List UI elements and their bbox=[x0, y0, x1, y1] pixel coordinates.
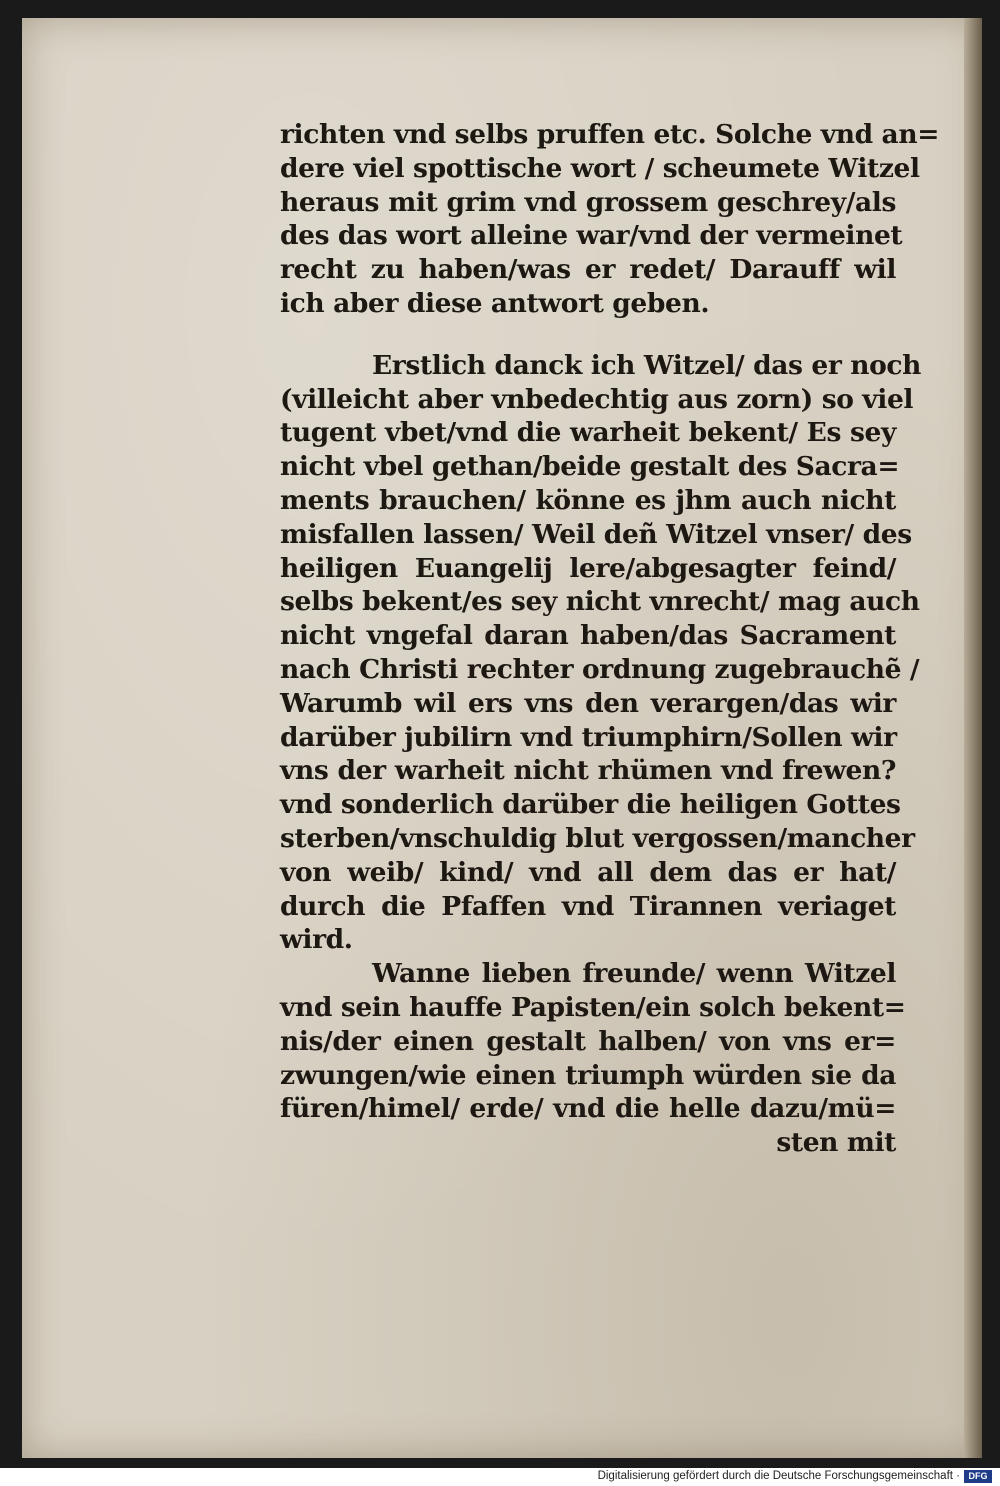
text-line: vns der warheit nicht rhümen vnd frewen? bbox=[280, 755, 896, 787]
text-line: durch die Pfaffen vnd Tirannen veriaget bbox=[280, 890, 896, 922]
text-line: richten vnd selbs pruffen etc. Solche vnd an= bbox=[280, 119, 939, 150]
text-line: misfallen lassen/ Weil deñ Witzel vnser/ des bbox=[280, 518, 912, 550]
dfg-logo-icon: DFG bbox=[964, 1470, 992, 1483]
text-line: Erstlich danck ich Witzel/ das er noch bbox=[372, 349, 921, 381]
text-line: ments brauchen/ könne es jhm auch nicht bbox=[280, 484, 896, 516]
text-line: von weib/ kind/ vnd all dem das er hat/ bbox=[280, 856, 896, 888]
text-line: tugent vbet/vnd die warheit bekent/ Es sey bbox=[280, 417, 896, 449]
text-line: selbs bekent/es sey nicht vnrecht/ mag auch bbox=[280, 586, 920, 618]
text-line: sterben/vnschuldig blut vergossen/mancher bbox=[280, 822, 915, 854]
text-line: Warumb wil ers vns den verargen/das wir bbox=[280, 687, 896, 719]
book-page bbox=[22, 18, 982, 1458]
body-text bbox=[280, 118, 939, 1160]
text-line: wird. bbox=[280, 924, 353, 956]
text-line: heiligen Euangelij lere/abgesagter feind/ bbox=[280, 552, 896, 584]
text-line: zwungen/wie einen triumph würden sie da bbox=[280, 1059, 896, 1091]
text-line: vnd sein hauffe Papisten/ein solch bekent= bbox=[280, 991, 906, 1023]
text-line: nicht vngefal daran haben/das Sacrament bbox=[280, 620, 896, 652]
text-line: heraus mit grim vnd grossem geschrey/als bbox=[280, 186, 896, 218]
text-line: füren/himel/ erde/ vnd die helle dazu/mü= bbox=[280, 1093, 896, 1125]
text-line: nis/der einen gestalt halben/ von vns er= bbox=[280, 1025, 896, 1057]
catchword: sten mit bbox=[776, 1127, 896, 1159]
text-line: recht zu haben/was er redet/ Darauff wil bbox=[280, 254, 896, 286]
text-line: (villeicht aber vnbedechtig aus zorn) so viel bbox=[280, 383, 914, 415]
text-line: darüber jubilirn vnd triumphirn/Sollen wir bbox=[280, 721, 897, 753]
footer-bar bbox=[0, 1468, 1000, 1486]
text-line: nicht vbel gethan/beide gestalt des Sacra= bbox=[280, 451, 900, 483]
funding-credit: Digitalisierung gefördert durch die Deutsche Forschungsgemeinschaft · bbox=[597, 1470, 960, 1482]
text-line: nach Christi rechter ordnung zugebrauchẽ / bbox=[280, 653, 920, 685]
text-line: vnd sonderlich darüber die heiligen Gottes bbox=[280, 789, 901, 821]
text-line: Wanne lieben freunde/ wenn Witzel bbox=[372, 958, 896, 990]
binding-edge bbox=[964, 18, 982, 1458]
text-line: ich aber diese antwort geben. bbox=[280, 287, 710, 319]
text-line: des das wort alleine war/vnd der vermeinet bbox=[280, 220, 903, 252]
text-line: dere viel spottische wort / scheumete Witzel bbox=[280, 152, 920, 184]
